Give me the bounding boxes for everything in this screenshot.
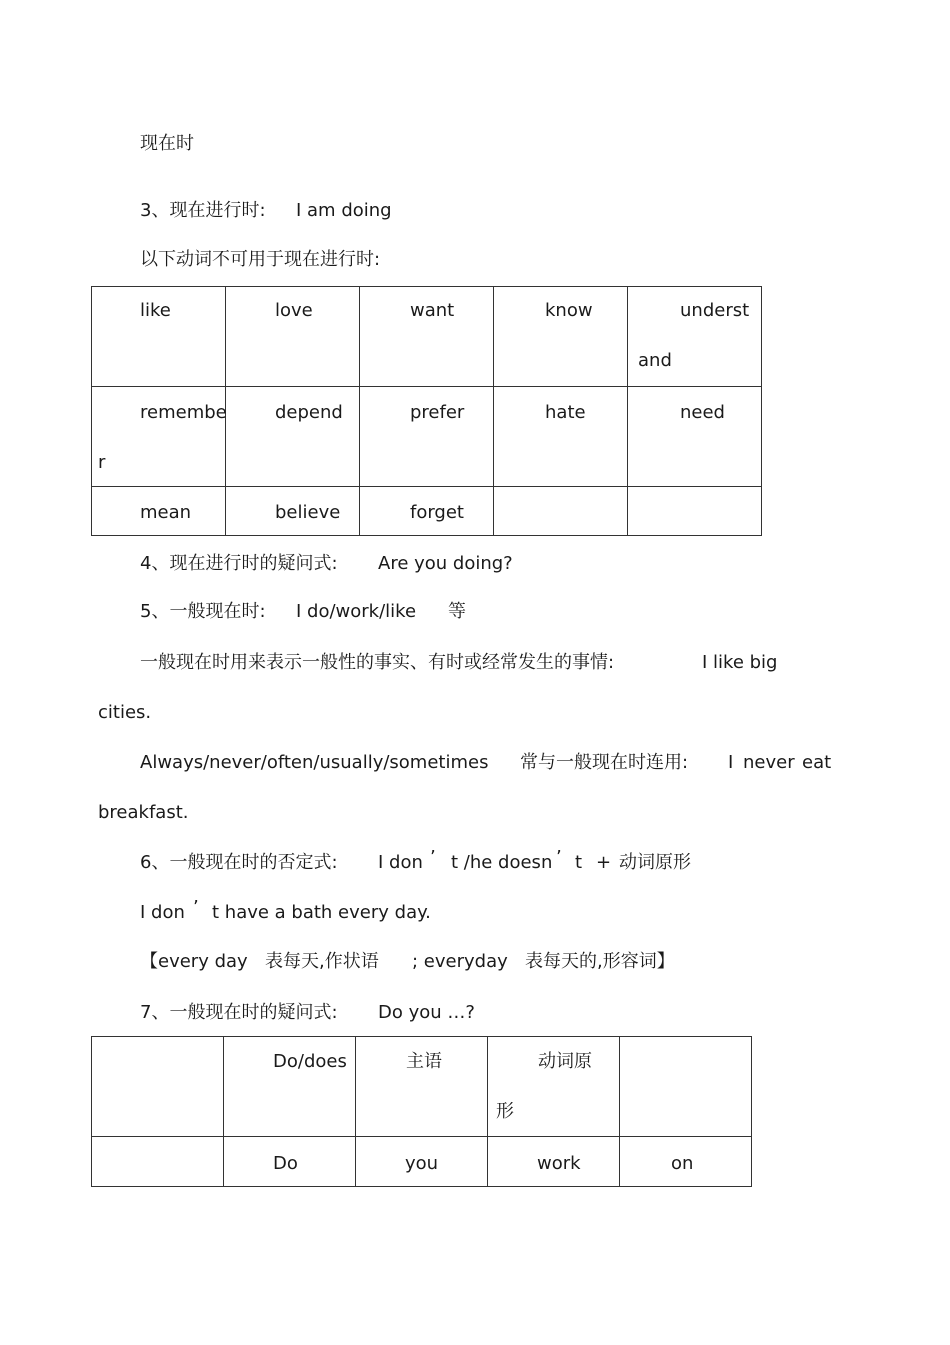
table-cell: and [638, 350, 672, 371]
section-heading: 5、一般现在时: [140, 601, 266, 622]
table-cell: love [275, 300, 313, 321]
table-cell: believe [275, 502, 341, 523]
table-cell: like [140, 300, 171, 321]
example-text: t /he doesn [451, 852, 553, 873]
example-text: I don [140, 902, 185, 923]
table-cell: know [545, 300, 593, 321]
note-text: 表每天的,形容词】 [525, 951, 675, 972]
example-text: I don [378, 852, 423, 873]
text-line: 以下动词不可用于现在进行时: [140, 249, 381, 270]
note-text: ; everyday [412, 951, 508, 972]
example-text: I am doing [296, 200, 392, 221]
table-cell: forget [410, 502, 464, 523]
table-cell: you [405, 1153, 439, 1174]
table-cell: Do/does [273, 1051, 347, 1072]
note-text: 【every day [140, 951, 248, 972]
text-line: 动词原形 [619, 852, 691, 873]
table-cell: work [537, 1153, 581, 1174]
example-text: I like big [702, 652, 778, 673]
example-text: I [728, 752, 734, 773]
table-cell: want [410, 300, 455, 321]
section-heading: 7、一般现在时的疑问式: [140, 1002, 338, 1023]
example-text: I do/work/like [296, 601, 417, 622]
example-text: cities. [98, 702, 152, 723]
text-line: 等 [448, 601, 466, 622]
note-text: 表每天,作状语 [265, 951, 379, 972]
plus-sign: + [596, 852, 612, 873]
table-cell: hate [545, 402, 586, 423]
text-line: 一般现在时用来表示一般性的事实、有时或经常发生的事情: [140, 652, 615, 673]
example-text: eat [802, 752, 832, 773]
table-cell: Do [273, 1153, 298, 1174]
apostrophe: ’ [193, 897, 199, 918]
example-text: never [743, 752, 795, 773]
example-text: breakfast. [98, 802, 189, 823]
section-heading: 4、现在进行时的疑问式: [140, 553, 338, 574]
table-cell: underst [680, 300, 750, 321]
example-text: Are you doing? [378, 553, 513, 574]
table-cell: 主语 [406, 1051, 442, 1072]
example-text: Do you …? [378, 1002, 475, 1023]
text-line: 常与一般现在时连用: [520, 752, 689, 773]
table-cell: depend [275, 402, 343, 423]
example-text: Always/never/often/usually/sometimes [140, 752, 489, 773]
section-heading: 3、现在进行时: [140, 200, 266, 221]
table-cell: r [98, 452, 106, 473]
apostrophe: ’ [556, 847, 562, 868]
example-text: t have a bath every day. [212, 902, 431, 923]
apostrophe: ’ [430, 847, 436, 868]
table-cell: remembe [140, 402, 227, 423]
section-heading: 6、一般现在时的否定式: [140, 852, 338, 873]
table-cell: 动词原 [538, 1051, 592, 1072]
table-cell: on [671, 1153, 694, 1174]
table-cell: 形 [496, 1101, 514, 1122]
table-cell: mean [140, 502, 192, 523]
text-line: 现在时 [140, 133, 194, 154]
table-cell: need [680, 402, 725, 423]
table-cell: prefer [410, 402, 465, 423]
example-text: t [575, 852, 583, 873]
